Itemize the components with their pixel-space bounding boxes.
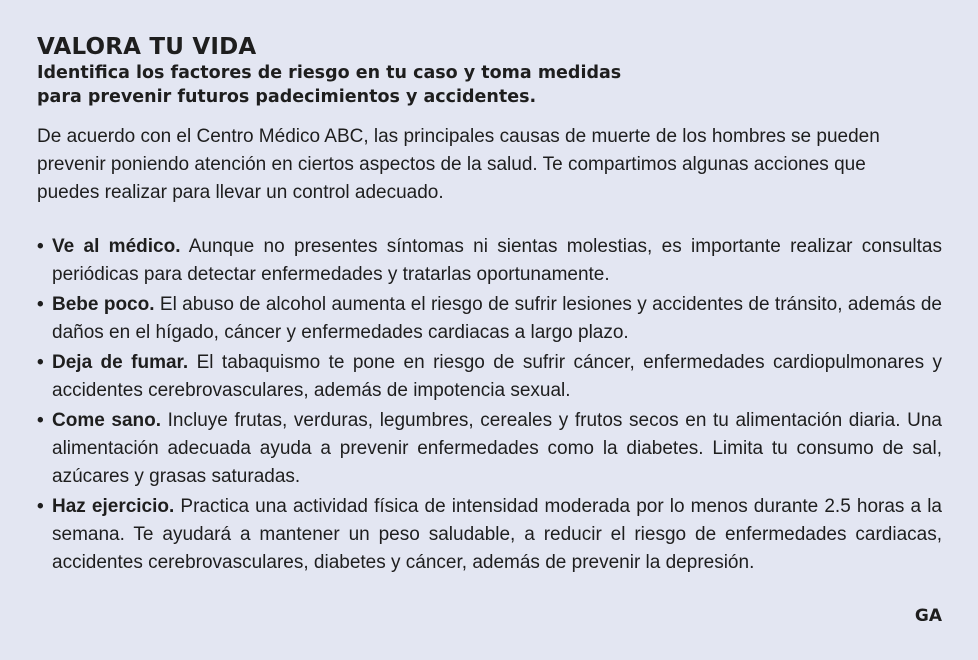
tip-text: Incluye frutas, verduras, legumbres, cereales y frutos secos en tu alimentación diaria. Una alimentación adecuada ayuda a prevenir enfermedades como la diabetes. Limita tu consumo de sal, azúcares y grasas saturadas. — [52, 410, 942, 487]
tip-title: Come sano. — [52, 410, 162, 431]
bullet-icon: • — [37, 236, 44, 257]
tip-text: El tabaquismo te pone en riesgo de sufrir cáncer, enfermedades cardiopulmonares y accidentes cerebrovasculares, además de impotencia sexual. — [52, 352, 943, 401]
tip-text: Aunque no presentes síntomas ni sientas molestias, es importante realizar consultas periódicas para detectar enfermedades y tratarlas oportunamente. — [52, 236, 942, 285]
page-subtitle: Identifica los factores de riesgo en tu caso y toma medidas para prevenir futuros padecimientos y accidentes. — [37, 63, 622, 107]
intro-paragraph: De acuerdo con el Centro Médico ABC, las principales causas de muerte de los hombres se pueden prevenir poniendo atención en ciertos aspectos de la salud. Te compartimos algunas acciones que puedes realizar para llevar un control adecuado. — [37, 126, 880, 203]
tip-item-exercise — [37, 493, 942, 577]
tip-item-smoking — [37, 349, 942, 405]
tip-item-eat — [37, 407, 942, 491]
bullet-icon: • — [37, 352, 44, 373]
page-title: VALORA TU VIDA — [37, 34, 257, 60]
bullet-icon: • — [37, 294, 44, 315]
bullet-icon: • — [37, 410, 44, 431]
tip-title: Haz ejercicio. — [52, 496, 175, 517]
bullet-icon: • — [37, 496, 44, 517]
tip-item-drink — [37, 291, 942, 347]
tip-title: Ve al médico. — [52, 236, 181, 257]
tip-item-doctor — [37, 233, 942, 289]
tip-title: Bebe poco. — [52, 294, 155, 315]
author-signature: GA — [914, 606, 942, 626]
tip-text: Practica una actividad física de intensidad moderada por lo menos durante 2.5 horas a la semana. Te ayudará a mantener un peso saludable, a reducir el riesgo de enfermedades cardiacas, accidentes cerebrovasculares, diabetes y cáncer, además de prevenir la depresión. — [52, 496, 942, 573]
tips-list — [37, 233, 942, 577]
tip-text: El abuso de alcohol aumenta el riesgo de sufrir lesiones y accidentes de tránsito, además de daños en el hígado, cáncer y enfermedades cardiacas a largo plazo. — [52, 294, 942, 343]
tip-title: Deja de fumar. — [52, 352, 189, 373]
